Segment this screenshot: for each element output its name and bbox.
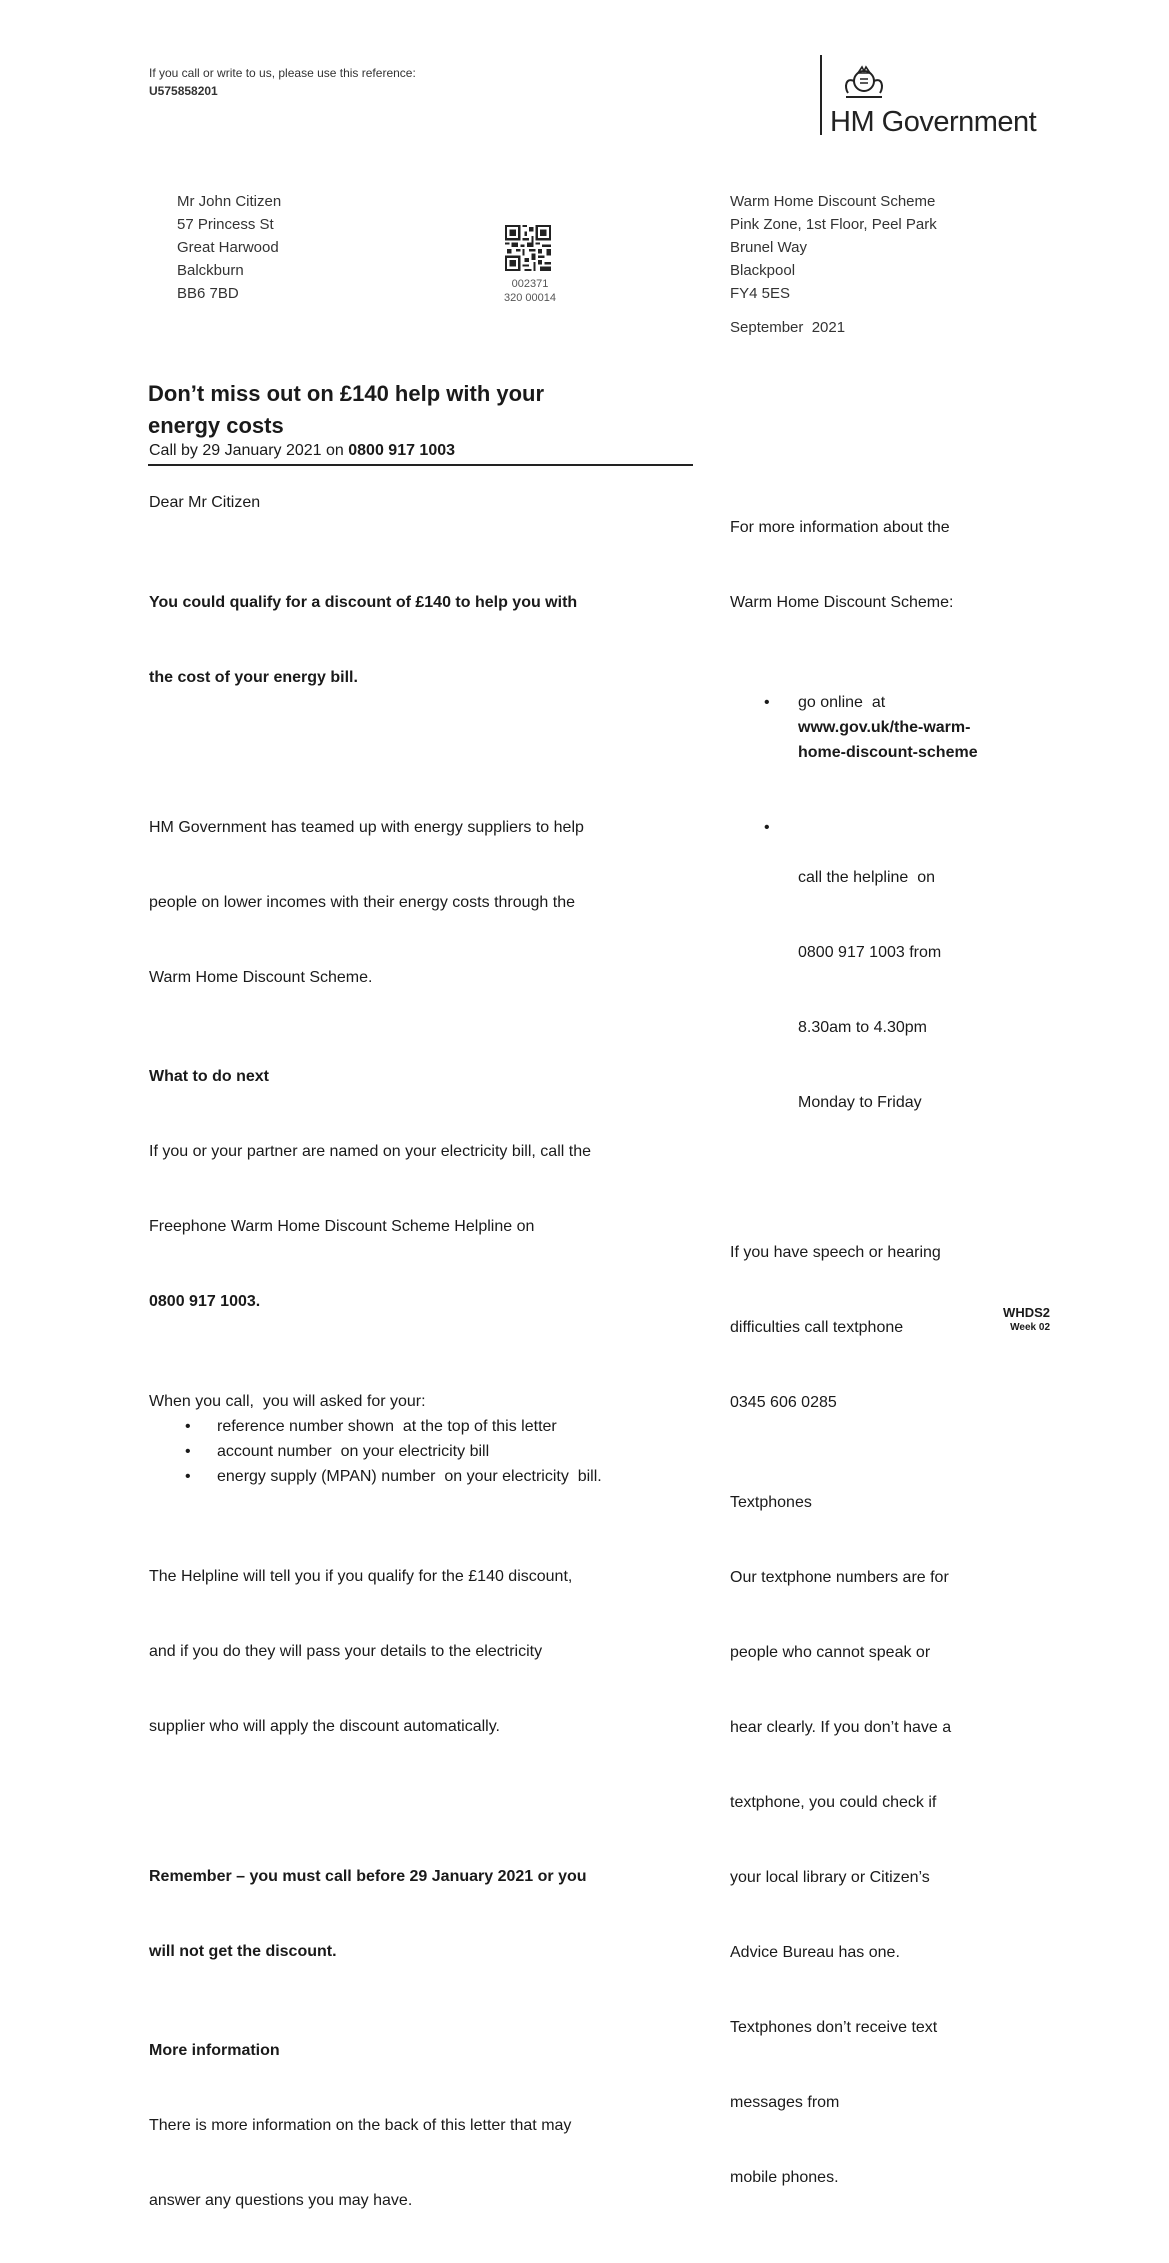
paragraph-line: textphone, you could check if bbox=[730, 1794, 937, 1811]
list-line: Monday to Friday bbox=[798, 1094, 922, 1111]
call-number: 0800 917 1003 bbox=[348, 442, 456, 459]
list-item bbox=[149, 1414, 689, 1439]
list-item-text: reference number shown at the top of this letter bbox=[217, 1418, 557, 1435]
week-code: Week 02 bbox=[1010, 1322, 1050, 1333]
headline-title: Don’t miss out on £140 help with your energy costs bbox=[148, 381, 545, 438]
paragraph-line: Advice Bureau has one. bbox=[730, 1944, 900, 1961]
online-label: go online at bbox=[798, 694, 886, 711]
paragraph-line: If you or your partner are named on your electricity bill, call the bbox=[149, 1143, 591, 1160]
next-steps-heading: What to do next bbox=[149, 1068, 269, 1085]
helpline-number: 0800 917 1003. bbox=[149, 1293, 261, 1310]
more-info-heading: More information bbox=[149, 2042, 280, 2059]
qualify-paragraph bbox=[149, 540, 689, 740]
sender-address bbox=[730, 190, 937, 305]
list-item bbox=[730, 790, 1020, 1165]
address-line: BB6 7BD bbox=[177, 285, 239, 302]
bullet-icon: • bbox=[764, 694, 770, 711]
paragraph-line: Freephone Warm Home Discount Scheme Helpline on bbox=[149, 1218, 535, 1235]
website-link[interactable]: www.gov.uk/the-warm- bbox=[798, 719, 971, 736]
paragraph-line: The Helpline will tell you if you qualify for the £140 discount, bbox=[149, 1568, 573, 1585]
form-code: WHDS2 bbox=[1003, 1305, 1050, 1320]
website-link[interactable]: home-discount-scheme bbox=[798, 744, 978, 761]
qr-code-number: 320 00014 bbox=[504, 292, 556, 304]
sidebar bbox=[730, 465, 1020, 2240]
recipient-address bbox=[177, 190, 281, 305]
ask-list bbox=[149, 1414, 689, 1489]
list-item bbox=[730, 690, 1020, 765]
bullet-icon: • bbox=[764, 819, 770, 836]
textphones-paragraph bbox=[730, 1515, 1020, 2240]
reference-block bbox=[149, 64, 569, 100]
list-item-text: account number on your electricity bill bbox=[217, 1443, 490, 1460]
headline-call bbox=[149, 440, 455, 462]
next-steps-paragraph bbox=[149, 1089, 689, 1364]
headline-divider bbox=[148, 464, 693, 466]
remember-paragraph bbox=[149, 1814, 689, 2014]
paragraph-line: the cost of your energy bill. bbox=[149, 669, 358, 686]
paragraph-line: For more information about the bbox=[730, 519, 950, 536]
hm-government-logo bbox=[820, 55, 1060, 140]
salutation: Dear Mr Citizen bbox=[149, 494, 261, 511]
paragraph-line: Warm Home Discount Scheme. bbox=[149, 969, 373, 986]
more-info-paragraph bbox=[149, 2063, 689, 2263]
list-item bbox=[149, 1464, 689, 1489]
logo-divider bbox=[820, 55, 822, 135]
paragraph-line: your local library or Citizen’s bbox=[730, 1869, 930, 1886]
paragraph-line: Our textphone numbers are for bbox=[730, 1569, 949, 1586]
paragraph-line: mobile phones. bbox=[730, 2169, 839, 2186]
list-line: call the helpline on bbox=[798, 869, 935, 886]
qr-codes bbox=[490, 277, 570, 305]
paragraph-line: 0345 606 0285 bbox=[730, 1394, 837, 1411]
address-line: Balckburn bbox=[177, 262, 244, 279]
letter-date: September 2021 bbox=[730, 319, 846, 336]
paragraph-line: You could qualify for a discount of £140 to help you with bbox=[149, 594, 578, 611]
address-line: FY4 5ES bbox=[730, 285, 791, 302]
paragraph-line: messages from bbox=[730, 2094, 840, 2111]
list-line: 8.30am to 4.30pm bbox=[798, 1019, 927, 1036]
paragraph-line: will not get the discount. bbox=[149, 1943, 337, 1960]
paragraph-line: people who cannot speak or bbox=[730, 1644, 931, 1661]
paragraph-line: difficulties call textphone bbox=[730, 1319, 904, 1336]
qr-code-number: 002371 bbox=[511, 278, 549, 290]
paragraph-line: Remember – you must call before 29 January 2021 or you bbox=[149, 1868, 587, 1885]
letter-body bbox=[149, 490, 689, 2263]
list-item bbox=[149, 1439, 689, 1464]
reference-number: U575858201 bbox=[149, 84, 218, 98]
footer-codes bbox=[960, 1305, 1050, 1334]
when-you-call-text: When you call, you will asked for your: bbox=[149, 1393, 426, 1410]
textphones-heading: Textphones bbox=[730, 1494, 812, 1511]
address-line: Brunel Way bbox=[730, 239, 807, 256]
address-line: 57 Princess St bbox=[177, 216, 274, 233]
intro-paragraph bbox=[149, 765, 689, 1040]
paragraph-line: answer any questions you may have. bbox=[149, 2192, 413, 2209]
contact-options-list bbox=[730, 690, 1020, 1165]
address-line: Warm Home Discount Scheme bbox=[730, 193, 936, 210]
helpline-paragraph bbox=[149, 1514, 689, 1789]
paragraph-line: and if you do they will pass your details to the electricity bbox=[149, 1643, 543, 1660]
address-line: Pink Zone, 1st Floor, Peel Park bbox=[730, 216, 937, 233]
call-by-text: Call by 29 January 2021 on bbox=[149, 442, 349, 459]
royal-coat-of-arms-icon bbox=[836, 57, 892, 101]
reference-prompt: If you call or write to us, please use this reference: bbox=[149, 66, 416, 80]
paragraph-line: hear clearly. If you don’t have a bbox=[730, 1719, 952, 1736]
paragraph-line: If you have speech or hearing bbox=[730, 1244, 941, 1261]
list-item-text: energy supply (MPAN) number on your electricity bill. bbox=[217, 1468, 602, 1485]
qr-code bbox=[505, 225, 551, 271]
paragraph-line: people on lower incomes with their energy costs through the bbox=[149, 894, 576, 911]
list-line: 0800 917 1003 from bbox=[798, 944, 942, 961]
hm-government-wordmark: HM Government bbox=[830, 106, 1037, 138]
paragraph-line: Warm Home Discount Scheme: bbox=[730, 594, 954, 611]
bullet-icon: • bbox=[185, 1418, 191, 1435]
bullet-icon: • bbox=[185, 1443, 191, 1460]
paragraph-line: HM Government has teamed up with energy suppliers to help bbox=[149, 819, 584, 836]
more-info-intro bbox=[730, 465, 1020, 665]
bullet-icon: • bbox=[185, 1468, 191, 1485]
address-line: Blackpool bbox=[730, 262, 796, 279]
paragraph-line: There is more information on the back of this letter that may bbox=[149, 2117, 572, 2134]
address-line: Great Harwood bbox=[177, 239, 279, 256]
paragraph-line: Textphones don’t receive text bbox=[730, 2019, 938, 2036]
address-line: Mr John Citizen bbox=[177, 193, 282, 210]
paragraph-line: supplier who will apply the discount automatically. bbox=[149, 1718, 500, 1735]
